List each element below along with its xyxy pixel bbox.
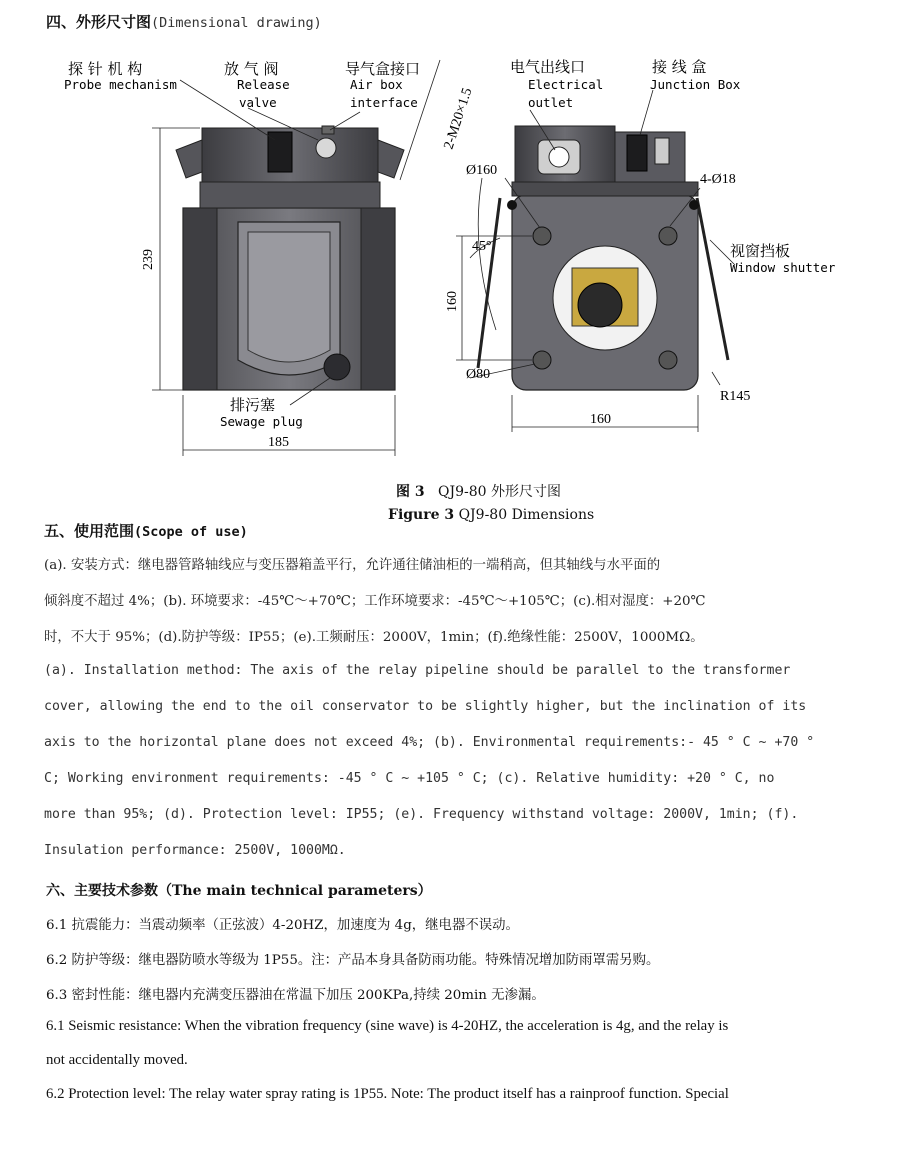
dim239-label: 239: [141, 249, 156, 270]
side-view: [478, 126, 728, 390]
drawing-labels: [64, 58, 836, 450]
figure-number-en: Figure 3: [388, 507, 455, 523]
params-zh-line-3: 6.3 密封性能：继电器内充满变压器油在常温下加压 200KPa,持续 20min 无渗漏。: [46, 988, 545, 1003]
section5-heading: [44, 520, 248, 541]
dim160v-label: 160: [445, 291, 460, 312]
release-label-zh: 放 气 阀: [224, 60, 279, 78]
scope-en-line-1: (a). Installation method: The axis of the relay pipeline should be parallel to the transformer: [44, 663, 791, 678]
scope-en-line-6: Insulation performance: 2500V, 1000MΩ.: [44, 843, 346, 858]
scope-zh-line-3: 时，不大于 95%；(d).防护等级：IP55；(e).工频耐压：2000V，1min；(f).绝缘性能：2500V，1000MΩ。: [44, 630, 704, 645]
figure-caption-en: [388, 507, 594, 523]
dimensional-drawing: [0, 40, 899, 470]
figure-caption-en-text: QJ9-80 Dimensions: [458, 507, 595, 523]
release-label-en2: valve: [239, 95, 277, 110]
r145-label: R145: [720, 389, 751, 404]
airbox-label-zh: 导气盒接口: [345, 60, 421, 78]
sewage-label-zh: 排污塞: [230, 396, 276, 414]
scope-en-line-4: C; Working environment requirements: -45 ° C ~ +105 ° C; (c). Relative humidity: +20 ° C, no: [44, 771, 775, 786]
airbox-label-en2: interface: [350, 95, 418, 110]
dim160h-label: 160: [590, 412, 611, 427]
section5-title: 五、使用范围: [44, 522, 135, 540]
shutter-label-en: Window shutter: [730, 260, 836, 275]
dim185-label: 185: [268, 435, 289, 450]
outlet-label-en1: Electrical: [528, 77, 604, 92]
outlet-label-zh: 电气出线口: [510, 58, 586, 76]
params-en-line-3: 6.2 Protection level: The relay water spray rating is 1P55. Note: The product itself has a rainproof function. Special: [46, 1086, 729, 1102]
section4-heading: [46, 11, 322, 32]
figure-caption-zh: [396, 481, 561, 501]
angle45-label: 45°: [472, 239, 492, 254]
probe-label-zh: 探 针 机 构: [68, 60, 143, 78]
outlet-label-en2: outlet: [528, 95, 574, 110]
hole160-label: Ø160: [466, 163, 498, 178]
thread-label: 2-M20×1.5: [441, 86, 476, 152]
airbox-label-en1: Air box: [350, 77, 403, 92]
figure-number-zh: 图 3: [396, 484, 425, 500]
params-en-line-1: 6.1 Seismic resistance: When the vibration frequency (sine wave) is 4-20HZ, the acceleration is 4g, and the relay is: [46, 1018, 729, 1034]
scope-zh-line-1: (a). 安装方式：继电器管路轴线应与变压器箱盖平行，允许通往储油柜的一端稍高，但其轴线与水平面的: [44, 558, 661, 573]
section5-title-en: (Scope of use): [134, 524, 248, 540]
front-view: [176, 126, 404, 390]
figure-caption-zh-text: QJ9-80 外形尺寸图: [437, 484, 561, 500]
params-zh-line-2: 6.2 防护等级：继电器防喷水等级为 1P55。注：产品本身具备防雨功能。特殊情况增加防雨罩需另购。: [46, 953, 660, 968]
section6-title: 六、主要技术参数（The main technical parameters）: [46, 883, 432, 899]
params-zh-line-1: 6.1 抗震能力：当震动频率（正弦波）4-20HZ，加速度为 4g，继电器不误动。: [46, 918, 519, 933]
params-en-line-2: not accidentally moved.: [46, 1052, 188, 1068]
holes4-label: 4-Ø18: [700, 172, 736, 187]
sewage-label-en: Sewage plug: [220, 414, 303, 429]
release-label-en1: Release: [237, 77, 290, 92]
junction-label-zh: 接 线 盒: [652, 58, 707, 76]
scope-en-line-2: cover, allowing the end to the oil conservator to be slightly higher, but the inclination of its: [44, 699, 807, 714]
scope-zh-line-2: 倾斜度不超过 4%；(b). 环境要求：-45℃～+70℃；工作环境要求：-45℃～+105℃；(c).相对湿度：+20℃: [44, 594, 706, 609]
junction-label-en: Junction Box: [650, 77, 741, 92]
scope-en-line-3: axis to the horizontal plane does not exceed 4%; (b). Environmental requirements:- 45 ° C ~ +70 °: [44, 735, 815, 750]
scope-en-line-5: more than 95%; (d). Protection level: IP55; (e). Frequency withstand voltage: 2000V, 1min; (f).: [44, 807, 799, 822]
probe-label-en: Probe mechanism: [64, 77, 177, 92]
section4-title-en: (Dimensional drawing): [151, 15, 322, 31]
hole80-label: Ø80: [466, 367, 491, 382]
shutter-label-zh: 视窗挡板: [730, 242, 791, 260]
section4-title: 四、外形尺寸图: [46, 13, 152, 31]
